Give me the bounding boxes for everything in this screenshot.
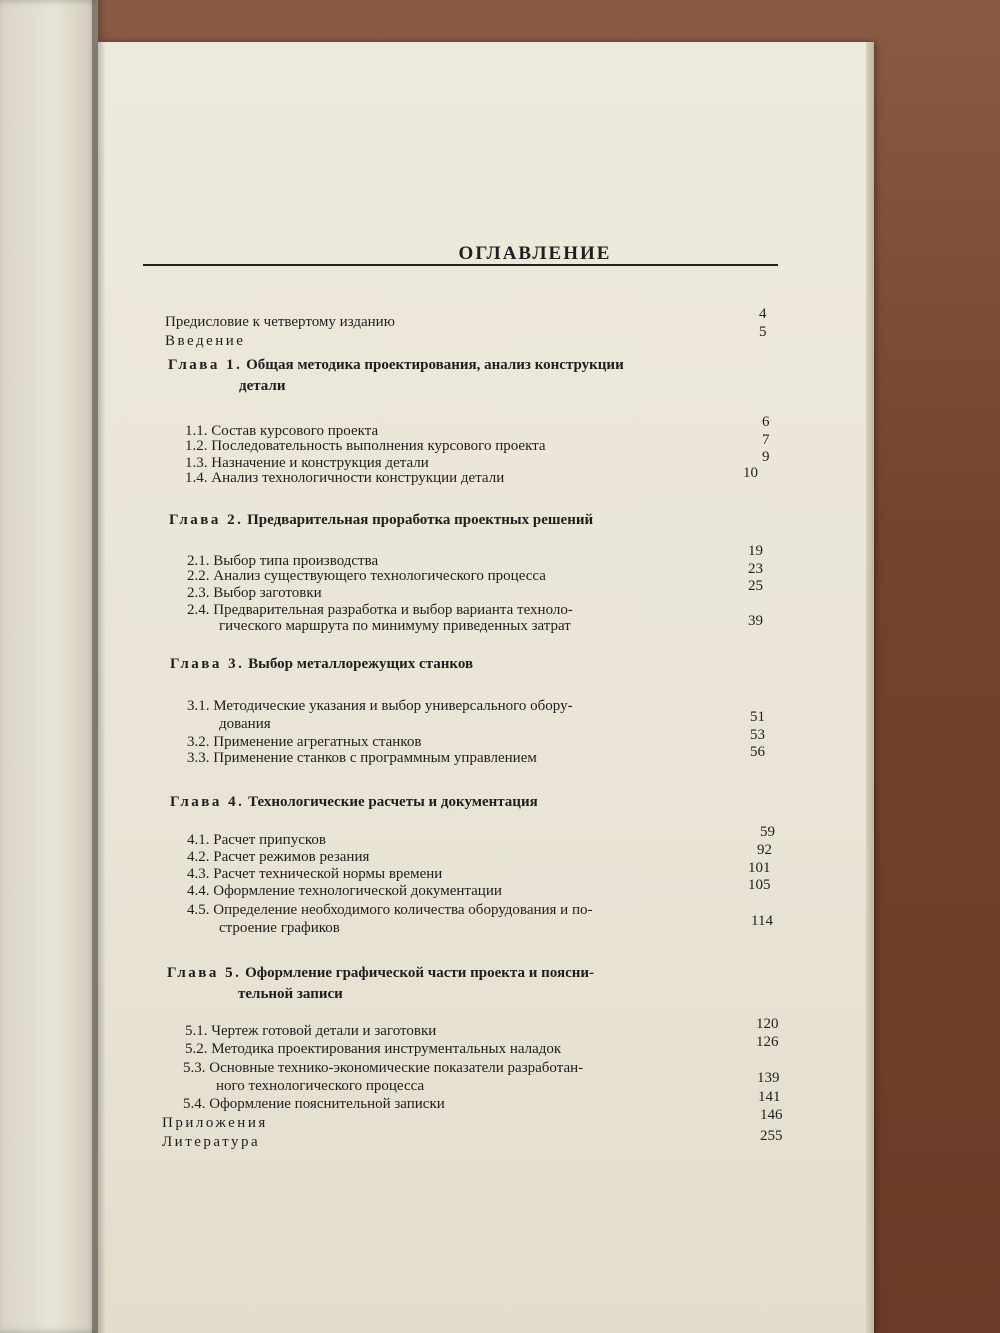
- toc-entry-cont: гического маршрута по минимуму приведенных затрат: [219, 618, 571, 634]
- toc-entry: 4.4. Оформление технологической документации: [187, 883, 502, 899]
- toc-entry-preface: Предисловие к четвертому изданию: [165, 314, 395, 330]
- page-number: 114: [751, 913, 773, 929]
- page-number: 59: [760, 824, 775, 840]
- chapter-label: Глава 4.: [170, 794, 245, 810]
- page-number: 101: [748, 860, 771, 876]
- toc-entry: 4.5. Определение необходимого количества оборудования и по-: [187, 902, 593, 918]
- toc-entry-cont: ного технологического процесса: [216, 1078, 425, 1094]
- toc-entry: 3.1. Методические указания и выбор универсального обору-: [187, 698, 573, 714]
- page-number: 39: [748, 613, 763, 629]
- chapter-label: Глава 1.: [168, 357, 243, 373]
- toc-entry: 1.2. Последовательность выполнения курсового проекта: [185, 438, 546, 454]
- toc-entry: 5.2. Методика проектирования инструментальных наладок: [185, 1041, 562, 1057]
- page-number: 126: [756, 1034, 779, 1050]
- chapter-title: Предварительная проработка проектных решений: [247, 512, 594, 528]
- page-number: 10: [743, 465, 758, 481]
- toc-entry: 2.4. Предварительная разработка и выбор варианта техноло-: [187, 602, 573, 618]
- chapter-heading: [170, 794, 538, 811]
- page-title: ОГЛАВЛЕНИЕ: [458, 243, 612, 264]
- chapter-heading: [170, 656, 473, 673]
- toc-entry: 1.3. Назначение и конструкция детали: [185, 455, 429, 471]
- toc-entry: 1.1. Состав курсового проекта: [185, 423, 379, 439]
- page-number: 6: [762, 414, 770, 430]
- page-number: 105: [748, 877, 771, 893]
- chapter-title-cont: детали: [239, 378, 286, 394]
- toc-entry: 4.3. Расчет технической нормы времени: [187, 866, 443, 882]
- chapter-title: Выбор металлорежущих станков: [248, 656, 474, 672]
- page-number: 5: [759, 324, 767, 340]
- page-number: 4: [759, 306, 767, 322]
- chapter-title: Оформление графической части проекта и поясни-: [245, 965, 595, 981]
- toc-entry: 1.4. Анализ технологичности конструкции детали: [185, 470, 505, 486]
- chapter-title-cont: тельной записи: [238, 986, 343, 1002]
- chapter-title: Технологические расчеты и документация: [248, 794, 538, 810]
- page-number: 19: [748, 543, 763, 559]
- chapter-heading: [167, 965, 594, 982]
- toc-entry: 5.1. Чертеж готовой детали и заготовки: [185, 1023, 437, 1039]
- toc-entry-cont: дования: [219, 716, 271, 732]
- page-number: 120: [756, 1016, 779, 1032]
- toc-entry: 3.3. Применение станков с программным управлением: [187, 750, 537, 766]
- chapter-heading: [169, 512, 593, 529]
- page-number: 7: [762, 432, 770, 448]
- page-number: 25: [748, 578, 763, 594]
- toc-entry: 5.4. Оформление пояснительной записки: [183, 1096, 445, 1112]
- chapter-label: Глава 5.: [167, 965, 242, 981]
- page-number: 51: [750, 709, 765, 725]
- page-number: 92: [757, 842, 772, 858]
- page-number: 139: [757, 1070, 780, 1086]
- page-number: 9: [762, 449, 770, 465]
- chapter-heading: [168, 357, 624, 374]
- page-number: 141: [758, 1089, 781, 1105]
- toc-entry: 2.3. Выбор заготовки: [187, 585, 322, 601]
- page-number: 146: [760, 1107, 783, 1123]
- toc-entry: 2.2. Анализ существующего технологического процесса: [187, 568, 546, 584]
- toc-entry: 4.2. Расчет режимов резания: [187, 849, 370, 865]
- toc-entry-appendix: Приложения: [162, 1115, 268, 1131]
- page-number: 255: [760, 1128, 783, 1144]
- toc-entry-cont: строение графиков: [219, 920, 340, 936]
- chapter-label: Глава 2.: [169, 512, 244, 528]
- page-number: 23: [748, 561, 763, 577]
- toc-entry: 3.2. Применение агрегатных станков: [187, 734, 422, 750]
- toc-entry-intro: Введение: [165, 333, 246, 349]
- chapter-title: Общая методика проектирования, анализ конструкции: [246, 357, 624, 373]
- toc-entry: 2.1. Выбор типа производства: [187, 553, 379, 569]
- page-number: 53: [750, 727, 765, 743]
- chapter-label: Глава 3.: [170, 656, 245, 672]
- toc-entry: 5.3. Основные технико-экономические показатели разработан-: [183, 1060, 584, 1076]
- toc-entry-literature: Литература: [162, 1134, 261, 1150]
- toc-entry: 4.1. Расчет припусков: [187, 832, 326, 848]
- page-number: 56: [750, 744, 765, 760]
